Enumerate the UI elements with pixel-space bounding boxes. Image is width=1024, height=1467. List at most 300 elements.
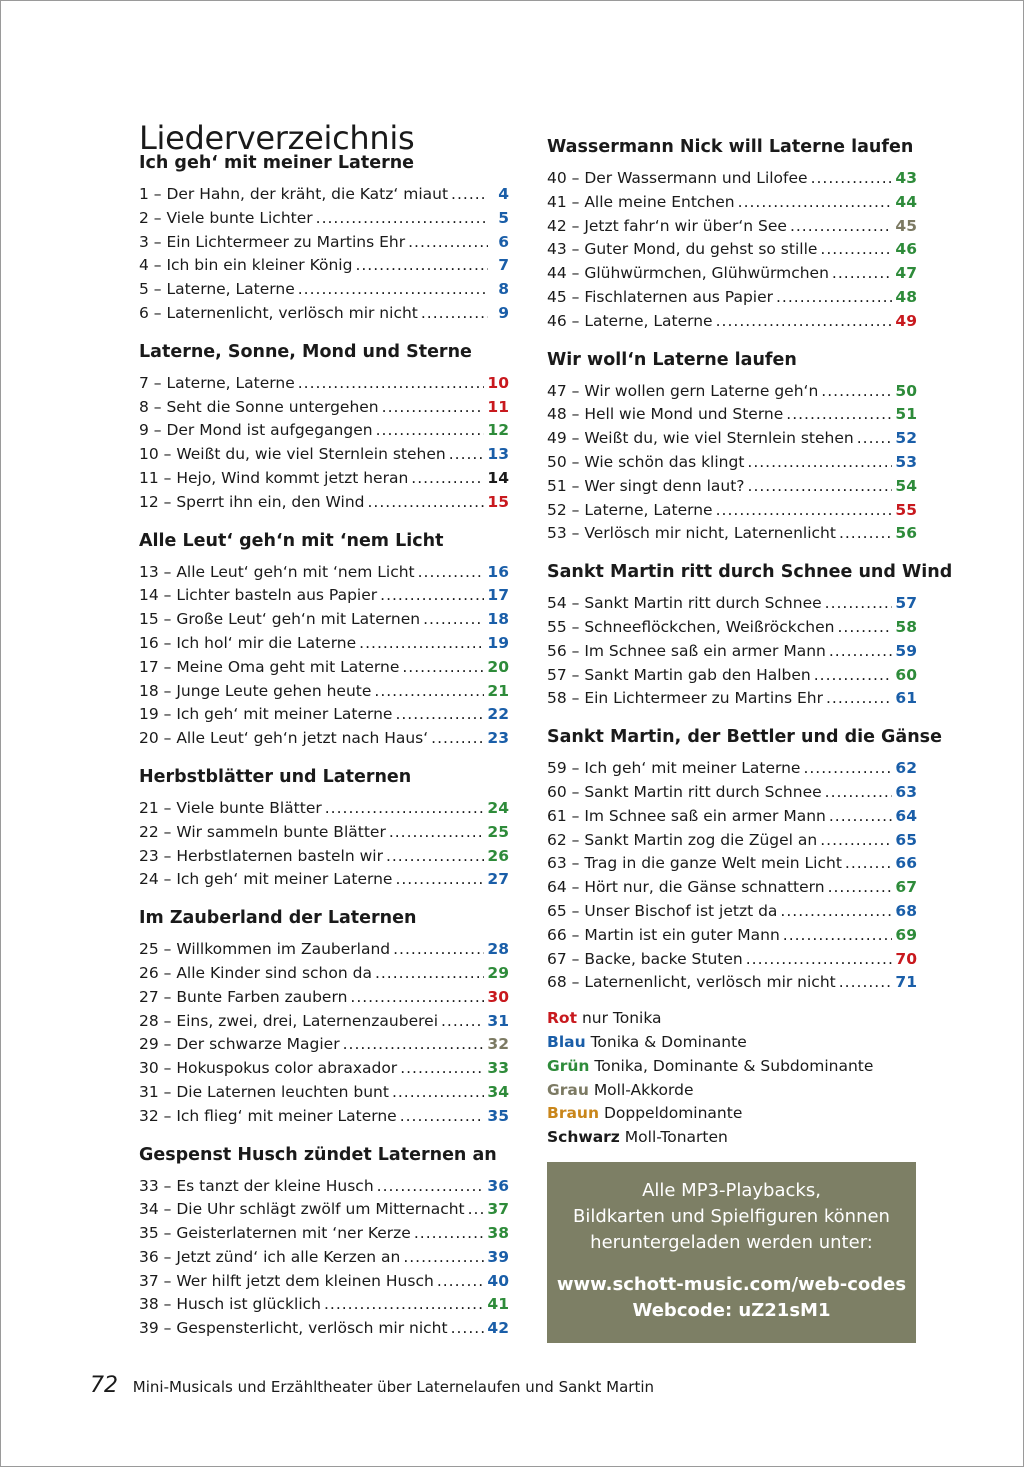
song-entry bbox=[139, 561, 509, 585]
song-title: 4 – Ich bin ein kleiner König bbox=[139, 256, 353, 275]
dot-leader bbox=[343, 1033, 485, 1057]
song-entry bbox=[547, 616, 917, 640]
song-section bbox=[547, 346, 917, 547]
song-entry bbox=[139, 1270, 509, 1294]
dot-leader bbox=[376, 419, 485, 443]
page-ref: 17 bbox=[487, 586, 509, 605]
song-entry bbox=[547, 475, 917, 499]
song-entry bbox=[139, 419, 509, 443]
page-ref: 64 bbox=[895, 806, 917, 825]
dot-leader bbox=[411, 467, 484, 491]
song-title: 55 – Schneeflöckchen, Weißröckchen bbox=[547, 617, 835, 636]
song-section bbox=[547, 558, 953, 711]
song-title: 50 – Wie schön das klingt bbox=[547, 452, 745, 471]
legend-description: Doppeldominante bbox=[603, 1104, 743, 1123]
dot-leader bbox=[748, 475, 893, 499]
song-entry bbox=[139, 845, 509, 869]
dot-leader bbox=[803, 757, 892, 781]
song-title: 27 – Bunte Farben zaubern bbox=[139, 987, 348, 1006]
legend-item bbox=[547, 1079, 917, 1103]
song-entry bbox=[139, 1057, 509, 1081]
song-title: 56 – Im Schnee saß ein armer Mann bbox=[547, 641, 826, 660]
page-ref: 24 bbox=[487, 798, 509, 817]
section-heading: Wir woll‘n Laterne laufen bbox=[547, 349, 797, 370]
song-title: 40 – Der Wassermann und Lilofee bbox=[547, 169, 808, 187]
dot-leader bbox=[418, 561, 485, 585]
dot-leader bbox=[820, 829, 892, 853]
page-ref: 71 bbox=[895, 973, 917, 992]
song-section bbox=[139, 904, 509, 1128]
song-title: 7 – Laterne, Laterne bbox=[139, 373, 295, 392]
page-ref: 11 bbox=[487, 397, 509, 416]
song-entry bbox=[547, 664, 917, 688]
song-entry bbox=[547, 876, 917, 900]
song-entry bbox=[547, 852, 917, 876]
dot-leader bbox=[324, 1293, 484, 1317]
legend-description: nur Tonika bbox=[581, 1009, 662, 1028]
page-ref: 54 bbox=[895, 476, 917, 495]
song-title: 47 – Wir wollen gern Laterne geh‘n bbox=[547, 381, 819, 400]
song-title: 44 – Glühwürmchen, Glühwürmchen bbox=[547, 264, 829, 283]
dot-leader bbox=[451, 1317, 485, 1341]
page-ref: 38 bbox=[487, 1224, 509, 1243]
song-entry bbox=[547, 924, 917, 948]
page-ref: 12 bbox=[487, 421, 509, 440]
dot-leader bbox=[780, 900, 892, 924]
song-title: 8 – Seht die Sonne untergehen bbox=[139, 397, 379, 416]
legend-color-word: Braun bbox=[547, 1104, 599, 1123]
dot-leader bbox=[716, 310, 893, 334]
song-title: 32 – Ich flieg‘ mit meiner Laterne bbox=[139, 1106, 397, 1125]
page-ref: 34 bbox=[487, 1082, 509, 1101]
dot-leader bbox=[826, 687, 892, 711]
song-title: 12 – Sperrt ihn ein, den Wind bbox=[139, 492, 365, 511]
song-entry bbox=[547, 805, 917, 829]
dot-leader bbox=[392, 1081, 484, 1105]
song-section bbox=[547, 133, 917, 334]
song-title: 13 – Alle Leut‘ geh‘n mit ‘nem Licht bbox=[139, 562, 415, 581]
page-title: Liederverzeichnis bbox=[139, 119, 415, 158]
song-title: 38 – Husch ist glücklich bbox=[139, 1295, 321, 1314]
song-title: 51 – Wer singt denn laut? bbox=[547, 476, 745, 495]
song-entry bbox=[547, 900, 917, 924]
section-heading: Ich geh‘ mit meiner Laterne bbox=[139, 153, 415, 173]
song-entry bbox=[139, 868, 509, 892]
page-ref: 62 bbox=[895, 759, 917, 778]
dot-leader bbox=[837, 616, 892, 640]
dot-leader bbox=[298, 278, 488, 302]
song-title: 3 – Ein Lichtermeer zu Martins Ehr bbox=[139, 232, 406, 251]
dot-leader bbox=[408, 231, 488, 255]
song-title: 17 – Meine Oma geht mit Laterne bbox=[139, 657, 400, 676]
song-title: 18 – Junge Leute gehen heute bbox=[139, 681, 372, 700]
section-heading: Laterne, Sonne, Mond und Sterne bbox=[139, 341, 472, 362]
dot-leader bbox=[716, 499, 893, 523]
legend-color-word: Grau bbox=[547, 1080, 589, 1099]
page-ref: 13 bbox=[487, 445, 509, 464]
dot-leader bbox=[821, 380, 892, 404]
page-ref: 47 bbox=[895, 264, 917, 283]
dot-leader bbox=[783, 924, 893, 948]
song-entry bbox=[547, 380, 917, 404]
song-entry bbox=[139, 1081, 509, 1105]
page-ref: 66 bbox=[895, 854, 917, 873]
song-section bbox=[139, 149, 509, 326]
song-title: 61 – Im Schnee saß ein armer Mann bbox=[547, 806, 826, 825]
page-ref: 68 bbox=[895, 901, 917, 920]
dot-leader bbox=[828, 876, 893, 900]
song-entry bbox=[139, 302, 509, 326]
page-ref: 30 bbox=[487, 987, 509, 1006]
dot-leader bbox=[839, 522, 892, 546]
song-title: 68 – Laternenlicht, verlösch mir nicht bbox=[547, 973, 836, 992]
dot-leader bbox=[820, 238, 892, 262]
song-title: 26 – Alle Kinder sind schon da bbox=[139, 963, 372, 982]
page-ref: 59 bbox=[895, 641, 917, 660]
book-title: Mini-Musicals und Erzähltheater über Laternelaufen und Sankt Martin bbox=[132, 1378, 654, 1396]
page-ref: 37 bbox=[487, 1200, 509, 1219]
dot-leader bbox=[845, 852, 893, 876]
page-ref: 60 bbox=[895, 665, 917, 684]
song-entry bbox=[139, 467, 509, 491]
dot-leader bbox=[393, 938, 484, 962]
dot-leader bbox=[400, 1105, 485, 1129]
page-ref: 35 bbox=[487, 1106, 509, 1125]
page-ref: 46 bbox=[895, 240, 917, 259]
legend-item bbox=[547, 1126, 917, 1150]
song-entry bbox=[139, 986, 509, 1010]
song-title: 14 – Lichter basteln aus Papier bbox=[139, 586, 378, 605]
song-entry bbox=[139, 962, 509, 986]
dot-leader bbox=[402, 656, 484, 680]
song-entry bbox=[139, 703, 509, 727]
song-title: 19 – Ich geh‘ mit meiner Laterne bbox=[139, 705, 393, 724]
song-entry bbox=[547, 592, 917, 616]
section-heading: Sankt Martin, der Bettler und die Gänse bbox=[547, 727, 942, 748]
song-entry bbox=[139, 821, 509, 845]
page-ref: 33 bbox=[487, 1059, 509, 1078]
page-ref: 50 bbox=[895, 381, 917, 400]
color-legend bbox=[547, 1007, 917, 1150]
song-section bbox=[139, 763, 509, 892]
right-sections bbox=[547, 133, 953, 995]
dot-leader bbox=[395, 703, 484, 727]
page-ref: 67 bbox=[895, 878, 917, 897]
page-ref: 42 bbox=[487, 1319, 509, 1338]
legend-description: Moll-Akkorde bbox=[593, 1080, 694, 1099]
song-entry bbox=[139, 1198, 509, 1222]
legend-color-word: Rot bbox=[547, 1009, 577, 1028]
dot-leader bbox=[441, 1010, 484, 1034]
song-entry bbox=[547, 757, 917, 781]
song-entry bbox=[547, 286, 917, 310]
dot-leader bbox=[437, 1270, 485, 1294]
song-entry bbox=[547, 403, 917, 427]
page-ref: 53 bbox=[895, 452, 917, 471]
dot-leader bbox=[814, 664, 893, 688]
dot-leader bbox=[382, 396, 485, 420]
page-number: 72 bbox=[90, 1373, 118, 1398]
song-title: 54 – Sankt Martin ritt durch Schnee bbox=[547, 594, 822, 613]
song-title: 64 – Hört nur, die Gänse schnattern bbox=[547, 878, 825, 897]
song-title: 34 – Die Uhr schlägt zwölf um Mitternacht bbox=[139, 1200, 465, 1219]
song-title: 45 – Fischlaternen aus Papier bbox=[547, 287, 773, 306]
song-title: 23 – Herbstlaternen basteln wir bbox=[139, 846, 383, 865]
page-ref: 65 bbox=[895, 830, 917, 849]
page-ref: 36 bbox=[487, 1176, 509, 1195]
webcode: Webcode: uZ21sM1 bbox=[632, 1299, 831, 1321]
song-title: 58 – Ein Lichtermeer zu Martins Ehr bbox=[547, 689, 823, 708]
song-entry bbox=[139, 1246, 509, 1270]
page-ref: 7 bbox=[498, 256, 509, 275]
page-ref: 28 bbox=[487, 940, 509, 959]
song-entry bbox=[139, 278, 509, 302]
page-ref: 48 bbox=[895, 287, 917, 306]
song-entry bbox=[139, 1010, 509, 1034]
song-entry bbox=[547, 499, 917, 523]
dot-leader bbox=[829, 640, 893, 664]
song-entry bbox=[139, 584, 509, 608]
dot-leader bbox=[380, 584, 484, 608]
dot-leader bbox=[825, 781, 893, 805]
legend-description: Moll-Tonarten bbox=[624, 1128, 728, 1147]
download-url[interactable]: www.schott-music.com/web-codes bbox=[556, 1273, 907, 1295]
download-info-box bbox=[547, 1162, 916, 1343]
section-heading: Wassermann Nick will Laterne laufen bbox=[547, 137, 914, 157]
page-ref: 26 bbox=[487, 846, 509, 865]
left-column bbox=[139, 149, 509, 1353]
song-title: 5 – Laterne, Laterne bbox=[139, 280, 295, 299]
song-entry bbox=[139, 231, 509, 255]
song-title: 25 – Willkommen im Zauberland bbox=[139, 940, 391, 959]
download-text-line-1: Alle MP3-Playbacks, bbox=[642, 1179, 821, 1201]
dot-leader bbox=[786, 403, 892, 427]
page-ref: 55 bbox=[895, 500, 917, 519]
song-title: 10 – Weißt du, wie viel Sternlein stehen bbox=[139, 445, 446, 464]
page-ref: 44 bbox=[895, 192, 917, 211]
dot-leader bbox=[374, 680, 484, 704]
page-ref: 21 bbox=[487, 681, 509, 700]
song-entry bbox=[547, 427, 917, 451]
song-title: 53 – Verlösch mir nicht, Laternenlicht bbox=[547, 524, 836, 543]
song-title: 57 – Sankt Martin gab den Halben bbox=[547, 665, 811, 684]
song-title: 22 – Wir sammeln bunte Blätter bbox=[139, 822, 386, 841]
section-heading: Im Zauberland der Laternen bbox=[139, 908, 417, 929]
legend-item bbox=[547, 1007, 917, 1031]
download-text-line-2: Bildkarten und Spielfiguren können bbox=[573, 1205, 890, 1227]
page-ref: 27 bbox=[487, 870, 509, 889]
song-entry bbox=[139, 1317, 509, 1341]
song-entry bbox=[139, 608, 509, 632]
dot-leader bbox=[359, 632, 484, 656]
dot-leader bbox=[431, 727, 484, 751]
song-entry bbox=[547, 215, 917, 239]
page-ref: 10 bbox=[487, 373, 509, 392]
page-ref: 45 bbox=[895, 216, 917, 235]
page-ref: 5 bbox=[498, 208, 509, 227]
song-entry bbox=[547, 238, 917, 262]
page-ref: 16 bbox=[487, 562, 509, 581]
song-entry bbox=[139, 797, 509, 821]
dot-leader bbox=[316, 207, 488, 231]
song-title: 28 – Eins, zwei, drei, Laternenzauberei bbox=[139, 1011, 438, 1030]
song-title: 2 – Viele bunte Lichter bbox=[139, 208, 313, 227]
page-ref: 8 bbox=[498, 280, 509, 299]
page-ref: 18 bbox=[487, 610, 509, 629]
page-footer bbox=[90, 1373, 654, 1398]
song-entry bbox=[139, 1293, 509, 1317]
song-entry bbox=[139, 1222, 509, 1246]
song-title: 21 – Viele bunte Blätter bbox=[139, 798, 322, 817]
legend-item bbox=[547, 1031, 917, 1055]
page-ref: 19 bbox=[487, 633, 509, 652]
page-ref: 6 bbox=[498, 232, 509, 251]
page-ref: 39 bbox=[487, 1247, 509, 1266]
page-ref: 43 bbox=[895, 169, 917, 187]
dot-leader bbox=[375, 962, 484, 986]
page-ref: 61 bbox=[895, 689, 917, 708]
dot-leader bbox=[811, 167, 893, 191]
dot-leader bbox=[468, 1198, 485, 1222]
legend-item bbox=[547, 1102, 917, 1126]
song-entry bbox=[139, 680, 509, 704]
dot-leader bbox=[738, 191, 893, 215]
dot-leader bbox=[839, 971, 893, 995]
page-ref: 41 bbox=[487, 1295, 509, 1314]
song-title: 33 – Es tanzt der kleine Husch bbox=[139, 1176, 374, 1195]
legend-item bbox=[547, 1055, 917, 1079]
legend-color-word: Blau bbox=[547, 1032, 586, 1051]
page-ref: 23 bbox=[487, 729, 509, 748]
song-entry bbox=[139, 254, 509, 278]
dot-leader bbox=[355, 254, 488, 278]
dot-leader bbox=[395, 868, 484, 892]
song-entry bbox=[139, 632, 509, 656]
section-heading: Herbstblätter und Laternen bbox=[139, 766, 412, 787]
song-entry bbox=[139, 1033, 509, 1057]
song-entry bbox=[547, 310, 917, 334]
page-ref: 9 bbox=[498, 303, 509, 322]
legend-color-word: Grün bbox=[547, 1056, 590, 1075]
dot-leader bbox=[403, 1246, 484, 1270]
song-entry bbox=[139, 1105, 509, 1129]
song-title: 59 – Ich geh‘ mit meiner Laterne bbox=[547, 759, 801, 778]
dot-leader bbox=[451, 183, 488, 207]
dot-leader bbox=[414, 1222, 485, 1246]
page-ref: 57 bbox=[895, 594, 917, 613]
song-entry bbox=[547, 451, 917, 475]
song-title: 15 – Große Leut‘ geh‘n mit Laternen bbox=[139, 610, 421, 629]
page-ref: 22 bbox=[487, 705, 509, 724]
song-title: 35 – Geisterlaternen mit ‘ner Kerze bbox=[139, 1224, 411, 1243]
page-ref: 70 bbox=[895, 949, 917, 968]
song-entry bbox=[139, 396, 509, 420]
section-heading: Gespenst Husch zündet Laternen an bbox=[139, 1144, 497, 1165]
song-title: 46 – Laterne, Laterne bbox=[547, 311, 713, 330]
song-title: 52 – Laterne, Laterne bbox=[547, 500, 713, 519]
section-heading: Sankt Martin ritt durch Schnee und Wind bbox=[547, 562, 953, 583]
dot-leader bbox=[377, 1175, 485, 1199]
dot-leader bbox=[829, 805, 893, 829]
song-entry bbox=[139, 183, 509, 207]
song-section bbox=[139, 1141, 509, 1342]
song-title: 6 – Laternenlicht, verlösch mir nicht bbox=[139, 303, 418, 322]
download-text-line-3: heruntergeladen werden unter: bbox=[590, 1231, 873, 1253]
song-title: 65 – Unser Bischof ist jetzt da bbox=[547, 901, 778, 920]
song-entry bbox=[547, 167, 917, 191]
page-ref: 51 bbox=[895, 405, 917, 424]
song-entry bbox=[139, 491, 509, 515]
song-title: 67 – Backe, backe Stuten bbox=[547, 949, 743, 968]
page-ref: 40 bbox=[487, 1271, 509, 1290]
song-entry bbox=[139, 656, 509, 680]
song-title: 24 – Ich geh‘ mit meiner Laterne bbox=[139, 870, 393, 889]
song-entry bbox=[139, 1175, 509, 1199]
page-ref: 25 bbox=[487, 822, 509, 841]
dot-leader bbox=[825, 592, 893, 616]
song-title: 30 – Hokuspokus color abraxador bbox=[139, 1059, 398, 1078]
song-title: 31 – Die Laternen leuchten bunt bbox=[139, 1082, 389, 1101]
page-ref: 58 bbox=[895, 617, 917, 636]
page-ref: 4 bbox=[498, 185, 509, 203]
page-ref: 63 bbox=[895, 782, 917, 801]
song-entry bbox=[547, 948, 917, 972]
song-title: 39 – Gespensterlicht, verlösch mir nicht bbox=[139, 1319, 448, 1338]
song-title: 41 – Alle meine Entchen bbox=[547, 192, 735, 211]
dot-leader bbox=[400, 1057, 484, 1081]
legend-color-word: Schwarz bbox=[547, 1128, 620, 1147]
song-title: 49 – Weißt du, wie viel Sternlein stehen bbox=[547, 429, 854, 448]
song-entry bbox=[547, 640, 917, 664]
page-ref: 56 bbox=[895, 524, 917, 543]
page-ref: 32 bbox=[487, 1035, 509, 1054]
song-entry bbox=[547, 262, 917, 286]
song-section bbox=[547, 723, 942, 995]
dot-leader bbox=[423, 608, 484, 632]
page-ref: 14 bbox=[487, 468, 509, 487]
song-entry bbox=[547, 971, 917, 995]
song-title: 37 – Wer hilft jetzt dem kleinen Husch bbox=[139, 1271, 434, 1290]
song-title: 66 – Martin ist ein guter Mann bbox=[547, 925, 780, 944]
dot-leader bbox=[298, 372, 485, 396]
song-entry bbox=[547, 829, 917, 853]
song-title: 1 – Der Hahn, der kräht, die Katz‘ miaut bbox=[139, 185, 449, 203]
dot-leader bbox=[368, 491, 485, 515]
dot-leader bbox=[832, 262, 893, 286]
page-ref: 52 bbox=[895, 429, 917, 448]
dot-leader bbox=[790, 215, 892, 239]
right-column bbox=[547, 133, 953, 1343]
song-entry bbox=[139, 727, 509, 751]
song-section bbox=[139, 338, 509, 515]
song-entry bbox=[547, 781, 917, 805]
song-entry bbox=[139, 443, 509, 467]
dot-leader bbox=[449, 443, 485, 467]
song-title: 9 – Der Mond ist aufgegangen bbox=[139, 421, 373, 440]
song-title: 16 – Ich hol‘ mir die Laterne bbox=[139, 633, 357, 652]
dot-leader bbox=[857, 427, 893, 451]
page-ref: 20 bbox=[487, 657, 509, 676]
page-ref: 31 bbox=[487, 1011, 509, 1030]
section-heading: Alle Leut‘ geh‘n mit ‘nem Licht bbox=[139, 530, 444, 551]
song-title: 11 – Hejo, Wind kommt jetzt heran bbox=[139, 468, 409, 487]
legend-description: Tonika & Dominante bbox=[590, 1032, 747, 1051]
song-entry bbox=[547, 687, 917, 711]
dot-leader bbox=[747, 451, 892, 475]
page-ref: 15 bbox=[487, 492, 509, 511]
page-ref: 69 bbox=[895, 925, 917, 944]
song-title: 62 – Sankt Martin zog die Zügel an bbox=[547, 830, 818, 849]
